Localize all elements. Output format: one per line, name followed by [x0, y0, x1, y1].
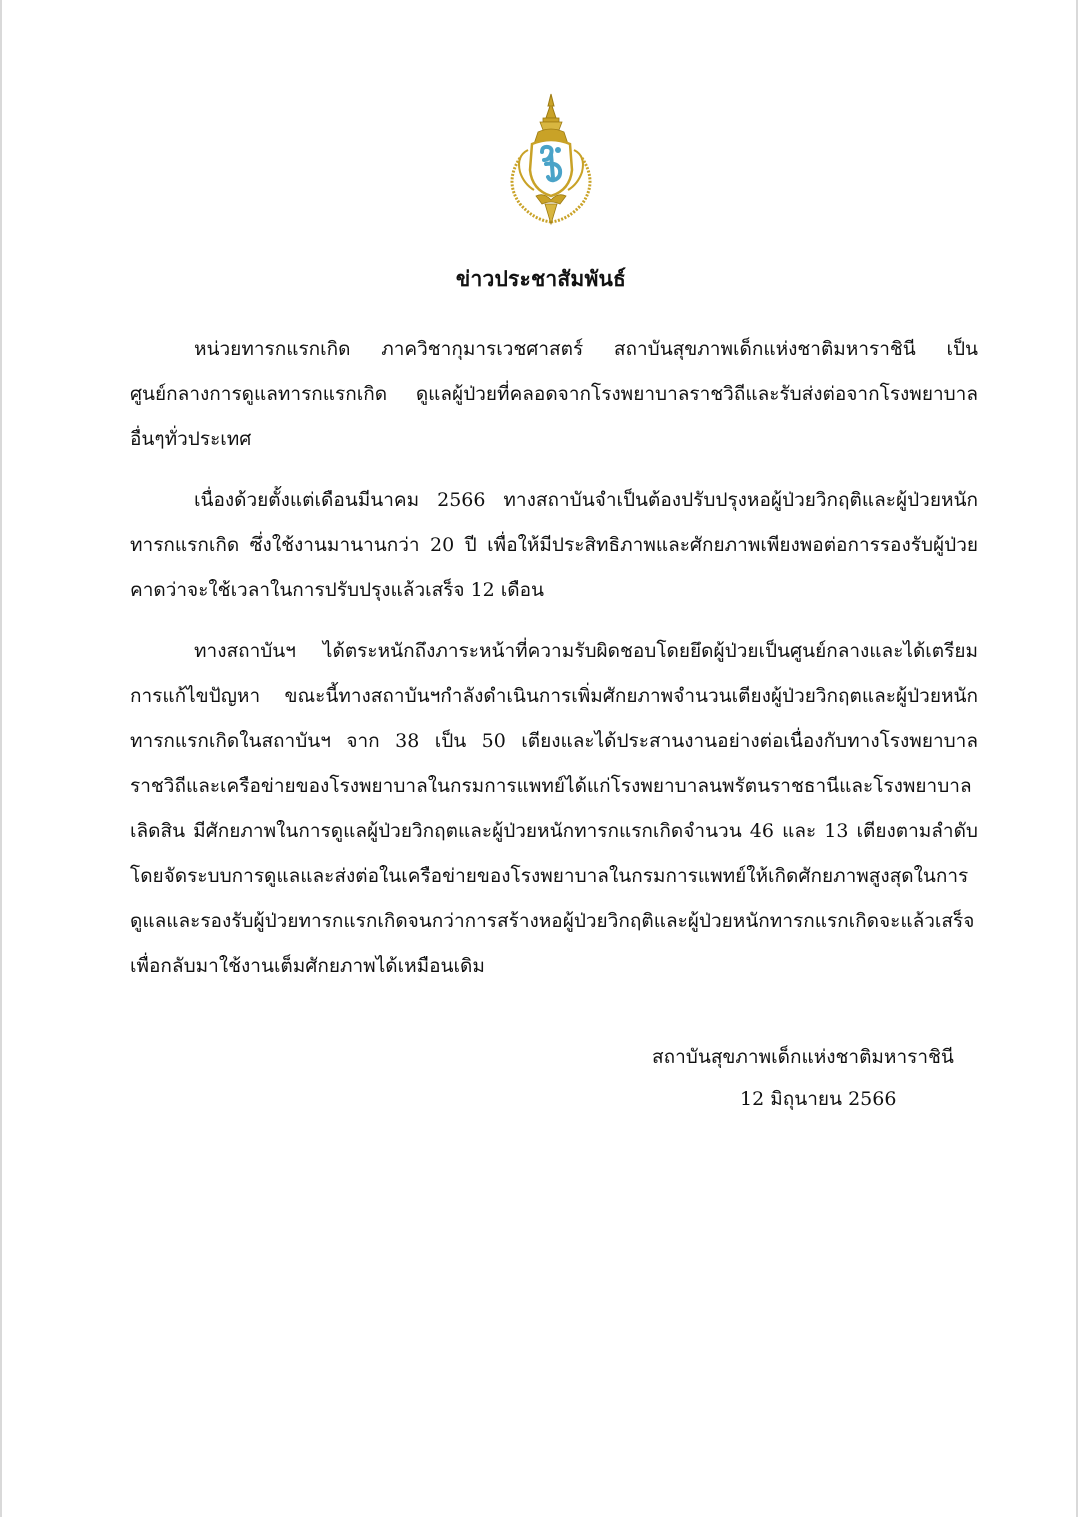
- paragraph-intro: หน่วยทารกแรกเกิด ภาควิชากุมารเวชศาสตร์ สถาบันสุขภาพเด็กแห่งชาติมหาราชินี เป็นศูนย์กลางการดูแลทารกแรกเกิด ดูแลผู้ป่วยที่คลอดจากโรงพยาบาลราชวิถีและรับส่งต่อจากโรงพยาบาลอื่นๆทั่วประเทศ: [130, 338, 978, 450]
- document-body: [130, 327, 978, 989]
- paragraph-capacity-plan: ทางสถาบันฯ ได้ตระหนักถึงภาระหน้าที่ความรับผิดชอบโดยยึดผู้ป่วยเป็นศูนย์กลางและได้เตรียมการแก้ไขปัญหา ขณะนี้ทางสถาบันฯกำลังดำเนินการเพิ่มศักยภาพจำนวนเตียงผู้ป่วยวิกฤตและผู้ป่วยหนักทารกแรกเกิดในสถาบันฯ จาก 38 เป็น 50 เตียงและได้ประสานงานอย่างต่อเนื่องกับทางโรงพยาบาลราชวิถีและเครือข่ายของโรงพยาบาลในกรมการแพทย์ได้แก่โรงพยาบาลนพรัตนราชธานีและโรงพยาบาลเลิดสิน มีศักยภาพในการดูแลผู้ป่วยวิกฤตและผู้ป่วยหนักทารกแรกเกิดจำนวน 46 และ 13 เตียงตามลำดับ โดยจัดระบบการดูแลและส่งต่อในเครือข่ายของโรงพยาบาลในกรมการแพทย์ให้เกิดศักยภาพสูงสุดในการดูแลและรองรับผู้ป่วยทารกแรกเกิดจนกว่าการสร้างหอผู้ป่วยวิกฤติและผู้ป่วยหนักทารกแรกเกิดจะแล้วเสร็จ เพื่อกลับมาใช้งานเต็มศักยภาพได้เหมือนเดิม: [130, 640, 978, 977]
- signature-block: [614, 1036, 974, 1120]
- royal-crest-icon: [498, 92, 604, 228]
- document-title: ข่าวประชาสัมพันธ์: [455, 266, 627, 291]
- signature-date: 12 มิถุนายน 2566: [740, 1088, 897, 1110]
- paragraph-renovation: เนื่องด้วยตั้งแต่เดือนมีนาคม 2566 ทางสถาบันจำเป็นต้องปรับปรุงหอผู้ป่วยวิกฤติและผู้ป่วยหนักทารกแรกเกิด ซึ่งใช้งานมานานกว่า 20 ปี เพื่อให้มีประสิทธิภาพและศักยภาพเพียงพอต่อการรองรับผู้ป่วย คาดว่าจะใช้เวลาในการปรับปรุงแล้วเสร็จ 12 เดือน: [130, 489, 978, 601]
- signature-organization: สถาบันสุขภาพเด็กแห่งชาติมหาราชินี: [652, 1046, 954, 1068]
